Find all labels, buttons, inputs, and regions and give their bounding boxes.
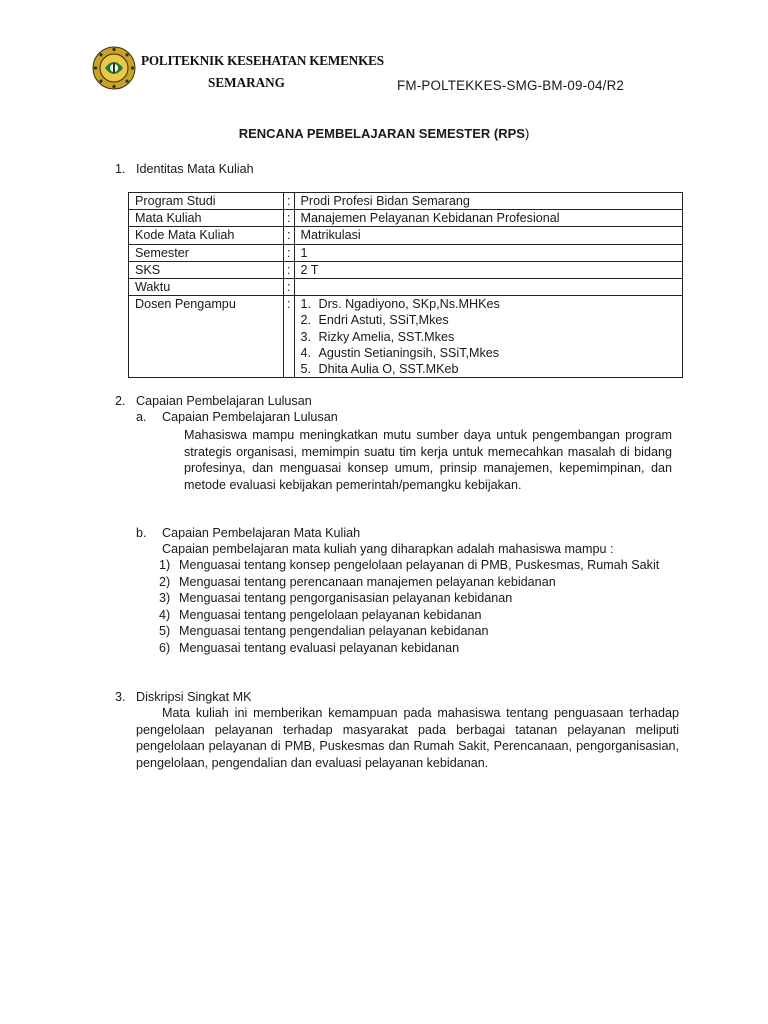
section2a-letter: a. xyxy=(136,410,147,424)
title-close: ) xyxy=(524,126,530,141)
list-text: Menguasai tentang pengelolaan pelayanan kebidanan xyxy=(179,607,482,622)
list-text: Menguasai tentang konsep pengelolaan pelayanan di PMB, Puskesmas, Rumah Sakit xyxy=(179,558,660,572)
table-row xyxy=(129,193,683,210)
list-number: 1. xyxy=(300,297,312,312)
list-number: 4) xyxy=(159,607,171,622)
list-number: 5) xyxy=(159,624,171,639)
lecturer-name: Agustin Setianingsih, SSiT,Mkes xyxy=(318,345,500,360)
list-item xyxy=(159,623,674,640)
list-number: 2) xyxy=(159,574,171,589)
list-number: 5. xyxy=(300,362,312,377)
row-label: Program Studi xyxy=(129,193,284,210)
competency-list xyxy=(159,557,674,657)
section2-number: 2. xyxy=(115,394,126,408)
table-row xyxy=(129,227,683,244)
lecturer-list xyxy=(301,296,677,377)
row-value xyxy=(294,279,683,296)
row-separator: : xyxy=(284,227,295,244)
title-text: RENCANA PEMBELAJARAN SEMESTER (RPS xyxy=(238,126,525,141)
row-separator: : xyxy=(284,210,295,227)
section3-number: 3. xyxy=(115,690,126,704)
section2b-intro: Capaian pembelajaran mata kuliah yang diharapkan adalah mahasiswa mampu : xyxy=(162,542,614,556)
table-row xyxy=(129,279,683,296)
list-item xyxy=(159,557,674,574)
list-number: 4. xyxy=(300,345,312,360)
row-value: 1 xyxy=(294,244,683,261)
page-title xyxy=(0,126,768,143)
list-text: Menguasai tentang pengorganisasian pelayanan kebidanan xyxy=(179,591,513,606)
list-number: 6) xyxy=(159,640,171,655)
list-item xyxy=(159,640,674,657)
row-label: Semester xyxy=(129,244,284,261)
section2-heading: Capaian Pembelajaran Lulusan xyxy=(136,394,312,408)
lecturer-name: Rizky Amelia, SST.Mkes xyxy=(318,329,455,344)
row-label: SKS xyxy=(129,261,284,278)
section2a-heading: Capaian Pembelajaran Lulusan xyxy=(162,410,338,424)
list-item xyxy=(159,590,674,607)
lecturer-name: Endri Astuti, SSiT,Mkes xyxy=(318,313,449,328)
row-separator: : xyxy=(284,244,295,261)
table-row xyxy=(129,261,683,278)
row-label: Dosen Pengampu xyxy=(129,296,284,378)
lecturer-cell xyxy=(294,296,683,378)
row-value: Manajemen Pelayanan Kebidanan Profesional xyxy=(294,210,683,227)
list-number: 3. xyxy=(300,329,312,344)
row-separator: : xyxy=(284,261,295,278)
list-item xyxy=(301,361,677,377)
row-label: Waktu xyxy=(129,279,284,296)
row-value: Prodi Profesi Bidan Semarang xyxy=(294,193,683,210)
list-item xyxy=(159,607,674,624)
identity-table xyxy=(128,192,683,378)
section1-heading: Identitas Mata Kuliah xyxy=(136,162,254,176)
row-value: Matrikulasi xyxy=(294,227,683,244)
list-number: 2. xyxy=(300,313,312,328)
section2b-heading: Capaian Pembelajaran Mata Kuliah xyxy=(162,526,361,540)
row-label: Kode Mata Kuliah xyxy=(129,227,284,244)
list-text: Menguasai tentang pengendalian pelayanan kebidanan xyxy=(179,624,489,639)
row-separator: : xyxy=(284,296,295,378)
section2a-text: Mahasiswa mampu meningkatkan mutu sumber daya untuk pengembangan program strategis organisasi, memimpin suatu tim kerja untuk memecahkan masalah di bidang profesinya, dan menguasai konsep umum, prinsip manajemen, kepemimpinan, dan metode evaluasi kebijakan pemerintah/pemangku kebijakan. xyxy=(184,428,672,492)
institution-city: SEMARANG xyxy=(208,75,285,90)
institution-name: POLITEKNIK KESEHATAN KEMENKES xyxy=(141,53,384,68)
list-number: 3) xyxy=(159,591,171,606)
list-text: Menguasai tentang perencanaan manajemen pelayanan kebidanan xyxy=(179,574,556,589)
list-item xyxy=(301,345,677,361)
table-row-lecturers xyxy=(129,296,683,378)
list-item xyxy=(301,296,677,312)
row-separator: : xyxy=(284,279,295,296)
document-code: FM-POLTEKKES-SMG-BM-09-04/R2 xyxy=(397,78,625,93)
list-item xyxy=(159,574,674,591)
table-row xyxy=(129,244,683,261)
section1-number: 1. xyxy=(115,162,126,176)
row-label: Mata Kuliah xyxy=(129,210,284,227)
section3-heading: Diskripsi Singkat MK xyxy=(136,690,252,704)
list-item xyxy=(301,329,677,345)
section2b-letter: b. xyxy=(136,526,147,540)
section3-text: Mata kuliah ini memberikan kemampuan pada mahasiswa tentang penguasaan terhadap pengelolaan pelayanan terhadap masyarakat pada berbagai tatanan pelayanan meliputi pengelolaan pelayanan di PMB, Puskesmas dan Rumah Sakit, Perencanaan, pengorganisasian, pengelolaan, pengendalian dan evaluasi pelayanan kebidanan. xyxy=(136,706,679,770)
row-value: 2 T xyxy=(294,261,683,278)
lecturer-name: Drs. Ngadiyono, SKp,Ns.MHKes xyxy=(318,297,500,312)
list-item xyxy=(301,312,677,328)
list-text: Menguasai tentang evaluasi pelayanan kebidanan xyxy=(179,640,460,655)
list-number: 1) xyxy=(159,558,171,572)
lecturer-name: Dhita Aulia O, SST.MKeb xyxy=(318,362,459,377)
table-row xyxy=(129,210,683,227)
institution-logo xyxy=(92,46,136,90)
row-separator: : xyxy=(284,193,295,210)
